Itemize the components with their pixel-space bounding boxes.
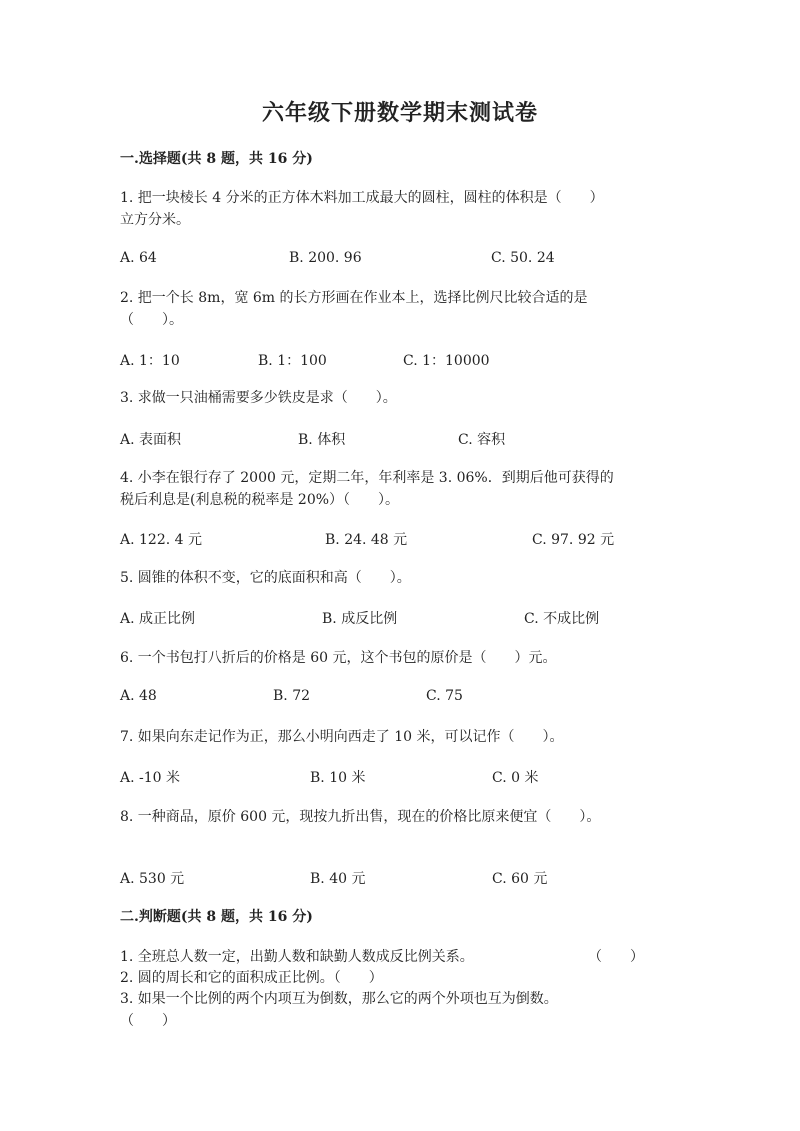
option-c: C. 97. 92 元 bbox=[532, 532, 615, 548]
question-text: 3. 求做一只油桶需要多少铁皮是求（ ）。 bbox=[120, 390, 397, 406]
question-text-cont: （ ）。 bbox=[120, 312, 183, 328]
option-c: C. 容积 bbox=[458, 432, 506, 448]
question-4 bbox=[120, 467, 680, 511]
option-a: A. 1：10 bbox=[120, 353, 180, 369]
question-7 bbox=[120, 726, 680, 748]
judge-item-3: 3. 如果一个比例的两个内项互为倒数，那么它的两个外项也互为倒数。 bbox=[120, 991, 558, 1007]
question-text: 2. 把一个长 8m，宽 6m 的长方形画在作业本上，选择比例尺比较合适的是 bbox=[120, 290, 588, 306]
option-c: C. 不成比例 bbox=[524, 611, 600, 627]
answer-paren: （ ） bbox=[588, 949, 644, 965]
answer-paren: （ ） bbox=[120, 1013, 176, 1029]
option-c: C. 0 米 bbox=[492, 770, 539, 786]
option-b: B. 1：100 bbox=[258, 353, 327, 369]
question-text-cont: 税后利息是(利息税的税率是 20%）（ ）。 bbox=[120, 492, 400, 508]
option-c: C. 1：10000 bbox=[403, 353, 490, 369]
question-text: 4. 小李在银行存了 2000 元，定期二年，年利率是 3. 06%．到期后他可获得的 bbox=[120, 470, 614, 486]
section-heading-choice: 一.选择题(共 8 题，共 16 分) bbox=[120, 151, 313, 167]
option-b: B. 成反比例 bbox=[322, 611, 398, 627]
option-b: B. 体积 bbox=[298, 432, 346, 448]
option-a: A. 48 bbox=[120, 688, 157, 704]
question-text: 5. 圆锥的体积不变，它的底面积和高（ ）。 bbox=[120, 570, 411, 586]
option-a: A. 64 bbox=[120, 250, 157, 266]
option-a: A. 122. 4 元 bbox=[120, 532, 202, 548]
option-b: B. 24. 48 元 bbox=[325, 532, 408, 548]
judge-item-1: 1. 全班总人数一定，出勤人数和缺勤人数成反比例关系。 bbox=[120, 949, 474, 965]
question-text: 1. 把一块棱长 4 分米的正方体木料加工成最大的圆柱，圆柱的体积是（ ） bbox=[120, 190, 604, 206]
question-2 bbox=[120, 287, 680, 331]
option-b: B. 10 米 bbox=[310, 770, 366, 786]
option-a: A. 表面积 bbox=[120, 432, 182, 448]
question-text: 8. 一种商品，原价 600 元，现按九折出售，现在的价格比原来便宜（ ）。 bbox=[120, 809, 601, 825]
question-3 bbox=[120, 387, 680, 409]
option-b: B. 200. 96 bbox=[289, 250, 362, 266]
question-text: 6. 一个书包打八折后的价格是 60 元，这个书包的原价是（ ）元。 bbox=[120, 650, 557, 666]
option-c: C. 60 元 bbox=[492, 871, 548, 887]
question-text: 7. 如果向东走记作为正，那么小明向西走了 10 米，可以记作（ ）。 bbox=[120, 729, 564, 745]
question-1 bbox=[120, 187, 680, 231]
question-5 bbox=[120, 567, 680, 589]
option-a: A. 成正比例 bbox=[120, 611, 196, 627]
judge-item-2: 2. 圆的周长和它的面积成正比例。（ ） bbox=[120, 970, 383, 986]
option-a: A. 530 元 bbox=[120, 871, 185, 887]
page-title: 六年级下册数学期末测试卷 bbox=[261, 100, 538, 126]
question-8 bbox=[120, 806, 680, 828]
option-b: B. 40 元 bbox=[310, 871, 366, 887]
option-c: C. 75 bbox=[426, 688, 463, 704]
question-text-cont: 立方分米。 bbox=[120, 212, 190, 228]
question-6 bbox=[120, 647, 680, 669]
option-b: B. 72 bbox=[273, 688, 311, 704]
option-c: C. 50. 24 bbox=[491, 250, 555, 266]
section-heading-judge: 二.判断题(共 8 题，共 16 分) bbox=[120, 909, 313, 925]
option-a: A. -10 米 bbox=[120, 770, 181, 786]
